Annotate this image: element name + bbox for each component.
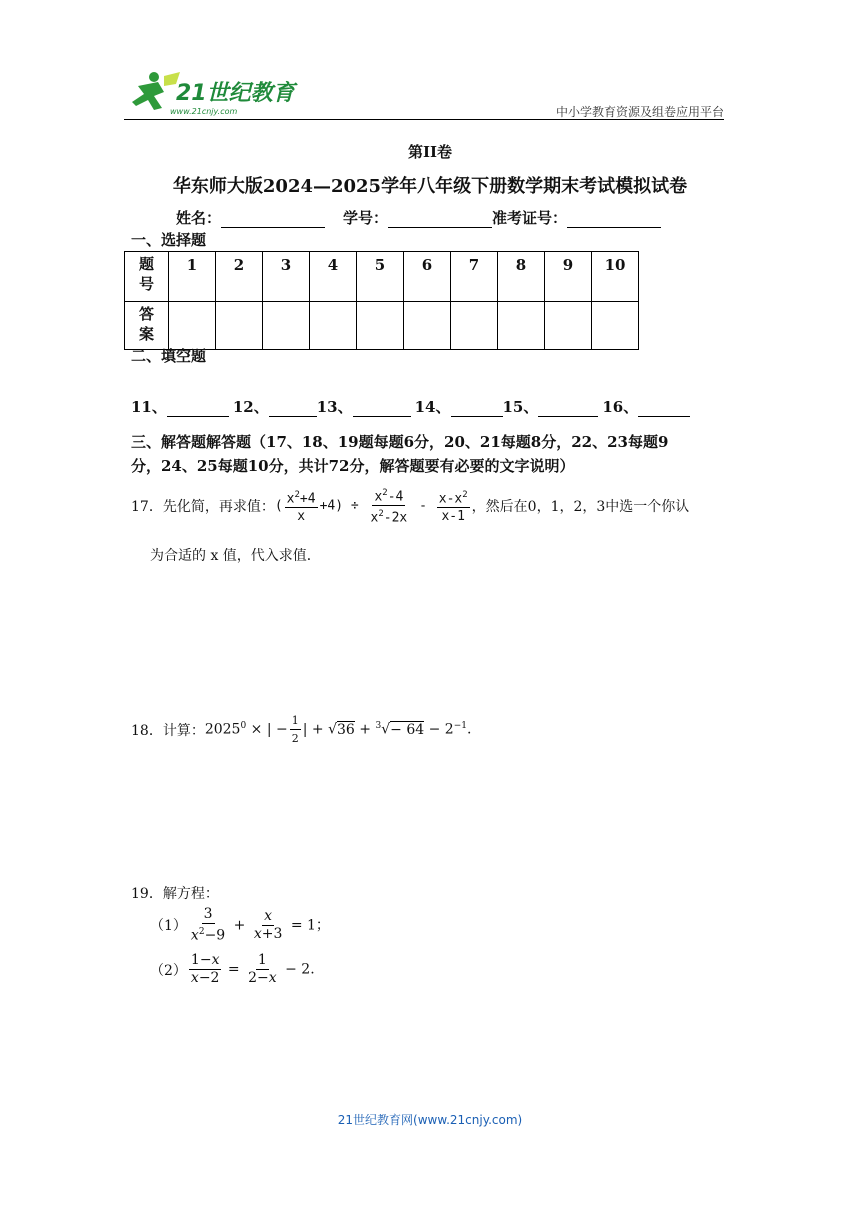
question-number-cell: 9 bbox=[545, 252, 592, 302]
fill-blank[interactable] bbox=[167, 400, 229, 417]
name-blank[interactable] bbox=[221, 211, 325, 228]
q19-part2-label: （2） bbox=[150, 962, 187, 979]
answer-cell[interactable] bbox=[498, 302, 545, 350]
question-number-cell: 1 bbox=[169, 252, 216, 302]
fill-item-label: 13、 bbox=[316, 398, 353, 416]
q19-part1-label: （1） bbox=[150, 918, 187, 935]
section-fill-title: 二、填空题 bbox=[131, 347, 207, 365]
volume-label: 第II卷 bbox=[407, 143, 453, 161]
answer-cell[interactable] bbox=[310, 302, 357, 350]
fill-item-label: 15、 bbox=[502, 398, 539, 416]
question-18 bbox=[131, 712, 471, 747]
question-number-cell: 2 bbox=[216, 252, 263, 302]
id-label: 学号： bbox=[343, 209, 389, 227]
ticket-label: 准考证号： bbox=[492, 209, 568, 227]
header-platform-text: 中小学教育资源及组卷应用平台 bbox=[555, 105, 724, 119]
table-row bbox=[125, 252, 639, 302]
section-solve-title-cont: 分，24、25每题10分，共计72分，解答题要有必要的文字说明） bbox=[131, 457, 575, 475]
question-number-cell: 3 bbox=[263, 252, 310, 302]
fill-blank[interactable] bbox=[451, 400, 503, 417]
answer-cell[interactable] bbox=[216, 302, 263, 350]
q17-line2: 为合适的 x 值，代入求值． bbox=[150, 548, 321, 564]
answer-cell[interactable] bbox=[404, 302, 451, 350]
section-choice-title: 一、选择题 bbox=[131, 231, 207, 249]
answer-cell[interactable] bbox=[357, 302, 404, 350]
footer-link[interactable]: 21世纪教育网(www.21cnjy.com) bbox=[337, 1113, 523, 1127]
section-solve-title: 三、解答题解答题（17、18、19题每题6分，20、21每题8分，22、23每题9 bbox=[131, 433, 669, 451]
answer-cell[interactable] bbox=[169, 302, 216, 350]
ticket-blank[interactable] bbox=[567, 211, 661, 228]
question-number-cell: 8 bbox=[498, 252, 545, 302]
q17-prefix: 17．先化简，再求值： bbox=[131, 498, 275, 515]
fill-blank[interactable] bbox=[638, 400, 690, 417]
q19-part1-equation: $\frac{3}{x^2-9}$ + $\frac{x}{x+3}$ = 1； bbox=[190, 906, 330, 944]
q19-title: 19．解方程： bbox=[131, 886, 219, 902]
question-number-header: 题 号 bbox=[125, 252, 169, 302]
answer-header: 答 案 bbox=[125, 302, 169, 350]
id-blank[interactable] bbox=[388, 211, 492, 228]
student-info bbox=[176, 207, 661, 228]
table-row bbox=[125, 302, 639, 350]
logo-text: 21世纪教育 bbox=[176, 81, 295, 106]
question-number-cell: 4 bbox=[310, 252, 357, 302]
fill-in-row bbox=[131, 396, 690, 417]
answer-cell[interactable] bbox=[263, 302, 310, 350]
question-number-cell: 7 bbox=[451, 252, 498, 302]
answer-table bbox=[124, 251, 639, 350]
answer-cell[interactable] bbox=[451, 302, 498, 350]
question-number-cell: 5 bbox=[357, 252, 404, 302]
question-number-cell: 10 bbox=[592, 252, 639, 302]
question-17 bbox=[131, 485, 689, 527]
fill-blank[interactable] bbox=[538, 400, 598, 417]
name-label: 姓名： bbox=[176, 209, 222, 227]
q19-part2-equation: $\frac{1-x}{x-2}$ = $\frac{1}{2-x}$ − 2. bbox=[190, 952, 315, 986]
q18-expression: $2025^0$ × | − $\frac{1}{2}$ | + $√36 + ^3√- 64 - 2^{-1}$. bbox=[204, 714, 472, 745]
q17-expression: ( $\frac{x^2+4}{x}$ +4) ÷ $\frac{x^2-4}{x^2-2x}$ - $\frac{x-x^2}{x-1}$ bbox=[275, 485, 472, 527]
fill-blank[interactable] bbox=[353, 400, 411, 417]
fill-item-label: 16、 bbox=[602, 398, 639, 416]
q17-suffix: ，然后在0，1，2，3中选一个你认 bbox=[471, 498, 690, 515]
exam-title: 华东师大版2024—2025学年八年级下册数学期末考试模拟试卷 bbox=[172, 176, 688, 197]
fill-item-label: 11、 bbox=[131, 398, 167, 416]
answer-cell[interactable] bbox=[592, 302, 639, 350]
q19-part1 bbox=[150, 906, 330, 945]
question-number-cell: 6 bbox=[404, 252, 451, 302]
fill-blank[interactable] bbox=[269, 400, 317, 417]
q18-prefix: 18．计算： bbox=[131, 722, 205, 739]
fill-item-label: 12、 bbox=[232, 398, 269, 416]
logo-url: www.21cnjy.com bbox=[170, 107, 238, 116]
runner-icon bbox=[132, 72, 180, 110]
site-logo bbox=[124, 70, 299, 118]
answer-cell[interactable] bbox=[545, 302, 592, 350]
q19-part2 bbox=[150, 952, 315, 987]
header-divider bbox=[124, 119, 724, 120]
fill-item-label: 14、 bbox=[414, 398, 451, 416]
